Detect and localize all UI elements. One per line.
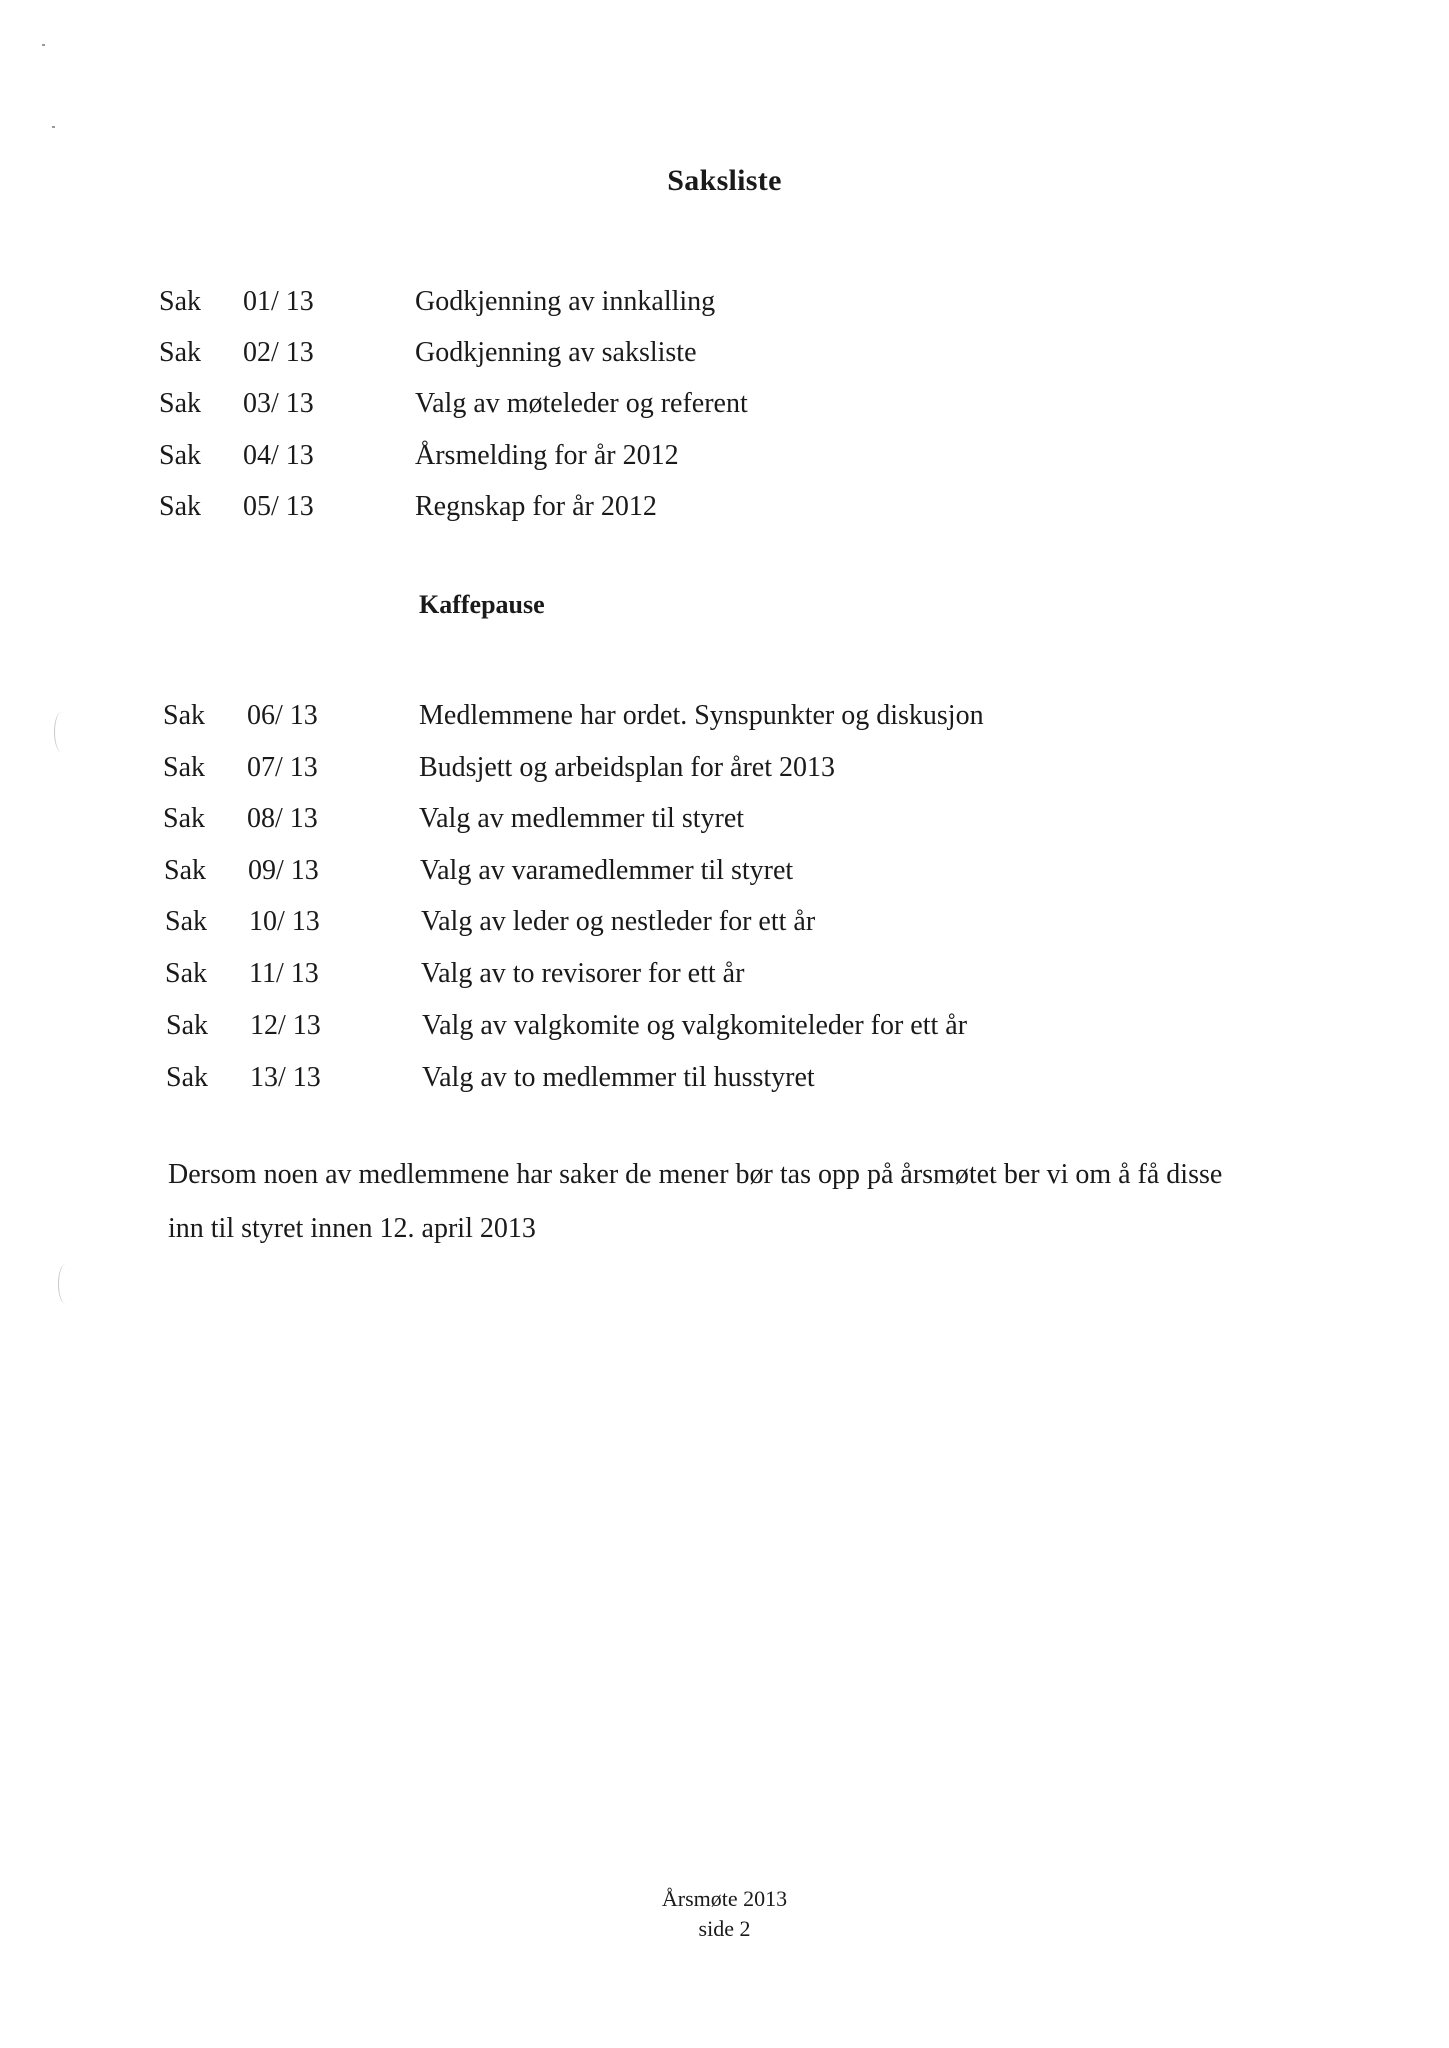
scan-speck <box>52 126 55 128</box>
agenda-item-prefix: Sak <box>163 752 205 783</box>
footer-title: Årsmøte 2013 <box>661 1886 788 1911</box>
agenda-item-number: 09/ 13 <box>248 855 319 886</box>
agenda-item-description: Regnskap for år 2012 <box>415 491 657 522</box>
agenda-item-prefix: Sak <box>159 440 201 471</box>
agenda-item-number: 13/ 13 <box>250 1062 321 1093</box>
agenda-item-number: 10/ 13 <box>249 906 320 937</box>
agenda-item-prefix: Sak <box>165 906 207 937</box>
agenda-item-description: Valg av varamedlemmer til styret <box>420 855 794 886</box>
agenda-item-number: 05/ 13 <box>243 491 314 522</box>
agenda-item-prefix: Sak <box>165 958 207 989</box>
agenda-item-number: 01/ 13 <box>243 286 314 317</box>
submission-note-line: inn til styret innen 12. april 2013 <box>168 1213 536 1244</box>
agenda-item-prefix: Sak <box>159 286 201 317</box>
agenda-item-number: 06/ 13 <box>247 700 318 731</box>
agenda-item-prefix: Sak <box>159 388 201 419</box>
agenda-item-prefix: Sak <box>159 491 201 522</box>
agenda-item-description: Valg av leder og nestleder for ett år <box>421 906 816 937</box>
page-footer <box>0 1884 1449 1944</box>
agenda-item-description: Valg av to medlemmer til husstyret <box>422 1062 815 1093</box>
break-heading: Kaffepause <box>419 590 545 619</box>
punch-hole-mark <box>54 712 69 752</box>
agenda-item-prefix: Sak <box>164 855 206 886</box>
agenda-item-description: Medlemmene har ordet. Synspunkter og diskusjon <box>419 700 984 731</box>
page-title: Saksliste <box>667 164 782 197</box>
agenda-item-number: 04/ 13 <box>243 440 314 471</box>
agenda-item-description: Godkjenning av innkalling <box>415 286 716 317</box>
agenda-item-description: Budsjett og arbeidsplan for året 2013 <box>419 752 836 783</box>
agenda-item-description: Valg av møteleder og referent <box>415 388 748 419</box>
agenda-item-prefix: Sak <box>163 803 205 834</box>
agenda-item-number: 07/ 13 <box>247 752 318 783</box>
agenda-item-description: Godkjenning av saksliste <box>415 337 697 368</box>
page-number: side 2 <box>698 1916 751 1941</box>
agenda-item-description: Årsmelding for år 2012 <box>415 440 679 471</box>
agenda-item-prefix: Sak <box>159 337 201 368</box>
submission-note-line: Dersom noen av medlemmene har saker de mener bør tas opp på årsmøtet ber vi om å få disse <box>168 1159 1223 1190</box>
agenda-item-number: 11/ 13 <box>249 958 319 989</box>
agenda-item-prefix: Sak <box>163 700 205 731</box>
agenda-item-description: Valg av valgkomite og valgkomiteleder for ett år <box>422 1010 968 1041</box>
agenda-item-prefix: Sak <box>166 1062 208 1093</box>
agenda-item-description: Valg av to revisorer for ett år <box>421 958 745 989</box>
agenda-item-description: Valg av medlemmer til styret <box>419 803 745 834</box>
punch-hole-mark <box>58 1264 73 1304</box>
agenda-item-number: 08/ 13 <box>247 803 318 834</box>
submission-note <box>168 1148 1288 1256</box>
scan-speck <box>42 44 45 46</box>
agenda-item-number: 03/ 13 <box>243 388 314 419</box>
agenda-item-number: 12/ 13 <box>250 1010 321 1041</box>
agenda-item-number: 02/ 13 <box>243 337 314 368</box>
agenda-item-prefix: Sak <box>166 1010 208 1041</box>
